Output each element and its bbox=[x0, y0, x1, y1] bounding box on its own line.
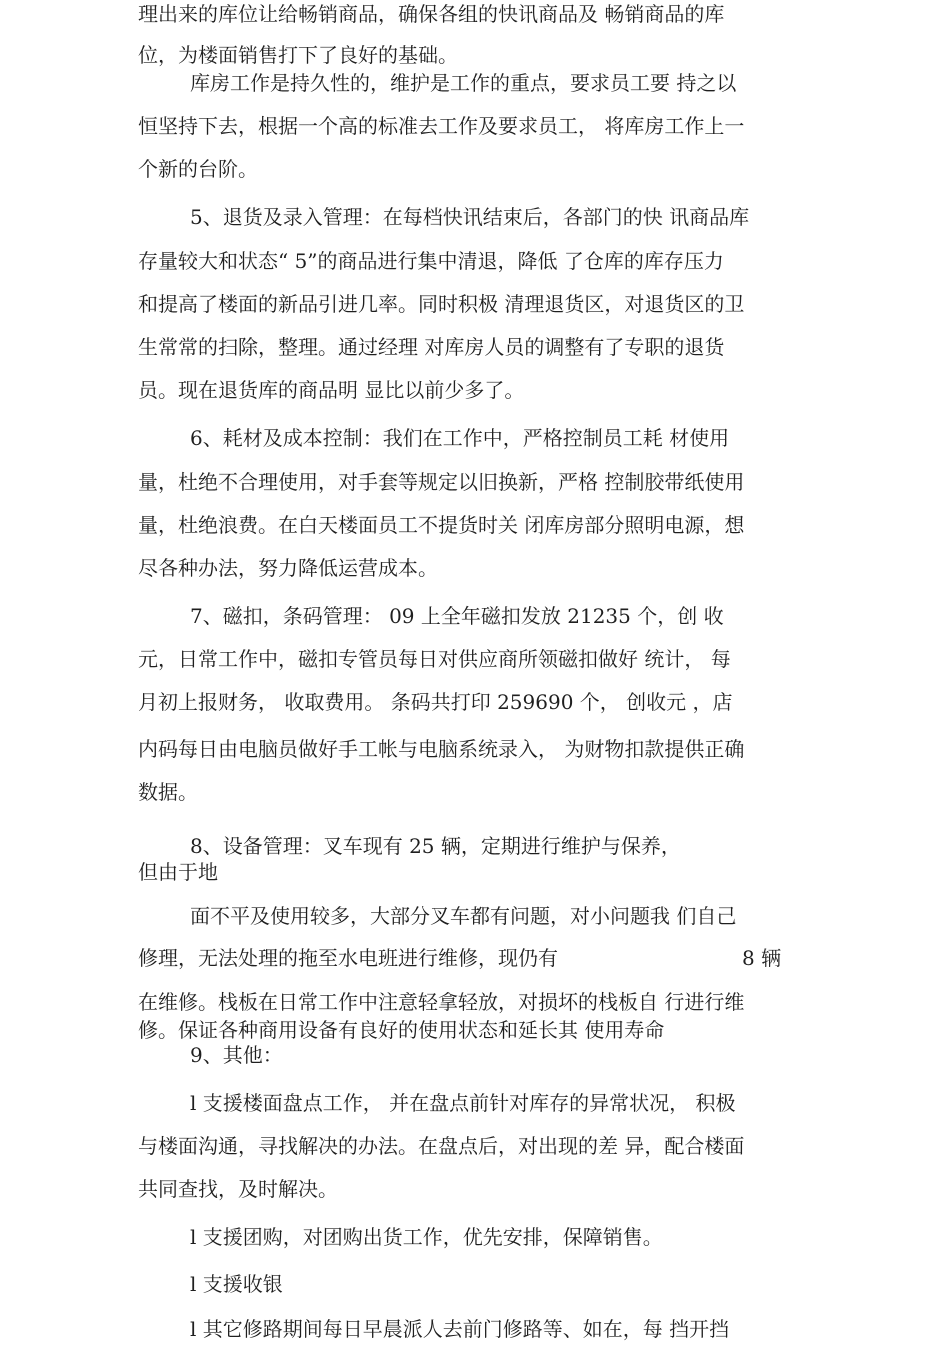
text-line: 理出来的库位让给畅销商品，确保各组的快讯商品及 畅销商品的库 bbox=[138, 2, 725, 26]
section-heading-5: 5、退货及录入管理：在每档快讯结束后，各部门的快 讯商品库 bbox=[190, 205, 750, 229]
text-line: 但由于地 bbox=[138, 860, 218, 884]
section-heading-9: 9、其他： bbox=[190, 1043, 283, 1067]
text-line: 个新的台阶。 bbox=[138, 157, 258, 181]
text-line: 在维修。栈板在日常工作中注意轻拿轻放，对损坏的栈板自 行进行维 bbox=[138, 990, 745, 1014]
text-line: 位，为楼面销售打下了良好的基础。 bbox=[138, 43, 458, 67]
text-line: 生常常的扫除，整理。通过经理 对库房人员的调整有了专职的退货 bbox=[138, 335, 725, 359]
text-line: 尽各种办法，努力降低运营成本。 bbox=[138, 556, 438, 580]
text-line: 面不平及使用较多，大部分叉车都有问题，对小问题我 们自己 bbox=[190, 904, 737, 928]
text-line: 存量较大和状态“ 5”的商品进行集中清退，降低 了仓库的库存压力 bbox=[138, 249, 724, 273]
text-line: 共同查找，及时解决。 bbox=[138, 1177, 338, 1201]
text-line: 量，杜绝浪费。在白天楼面员工不提货时关 闭库房部分照明电源，想 bbox=[138, 513, 745, 537]
text-line: 修。保证各种商用设备有良好的使用状态和延长其 使用寿命 bbox=[138, 1018, 665, 1042]
bullet-item: l 其它修路期间每日早晨派人去前门修路等、如在，每 挡开挡 bbox=[190, 1317, 730, 1341]
text-line: 员。现在退货库的商品明 显比以前少多了。 bbox=[138, 378, 525, 402]
text-line: 月初上报财务， 收取费用。 条码共打印 259690 个， 创收元 ，店 bbox=[138, 690, 733, 714]
bullet-item: l 支援团购，对团购出货工作，优先安排，保障销售。 bbox=[190, 1225, 663, 1249]
text-line: 恒坚持下去，根据一个高的标准去工作及要求员工， 将库房工作上一 bbox=[138, 114, 745, 138]
text-line: 元，日常工作中，磁扣专管员每日对供应商所领磁扣做好 统计， 每 bbox=[138, 647, 731, 671]
text-line: 与楼面沟通，寻找解决的办法。在盘点后，对出现的差 异，配合楼面 bbox=[138, 1134, 745, 1158]
bullet-item: l 支援收银 bbox=[190, 1272, 283, 1296]
section-heading-7: 7、磁扣，条码管理： 09 上全年磁扣发放 21235 个，创 收 bbox=[190, 604, 724, 628]
section-heading-8: 8、设备管理：叉车现有 25 辆，定期进行维护与保养， bbox=[190, 834, 681, 858]
text-line: 量，杜绝不合理使用，对手套等规定以旧换新，严格 控制胶带纸使用 bbox=[138, 470, 745, 494]
text-line: 和提高了楼面的新品引进几率。同时积极 清理退货区，对退货区的卫 bbox=[138, 292, 745, 316]
text-line: 8 辆 bbox=[742, 946, 782, 970]
text-line: 内码每日由电脑员做好手工帐与电脑系统录入， 为财物扣款提供正确 bbox=[138, 737, 745, 761]
bullet-item: l 支援楼面盘点工作， 并在盘点前针对库存的异常状况， 积极 bbox=[190, 1091, 736, 1115]
text-line: 修理，无法处理的拖至水电班进行维修，现仍有 bbox=[138, 946, 558, 970]
text-line: 数据。 bbox=[138, 780, 198, 804]
section-heading-6: 6、耗材及成本控制：我们在工作中，严格控制员工耗 材使用 bbox=[190, 426, 730, 450]
text-line: 库房工作是持久性的，维护是工作的重点，要求员工要 持之以 bbox=[190, 71, 737, 95]
